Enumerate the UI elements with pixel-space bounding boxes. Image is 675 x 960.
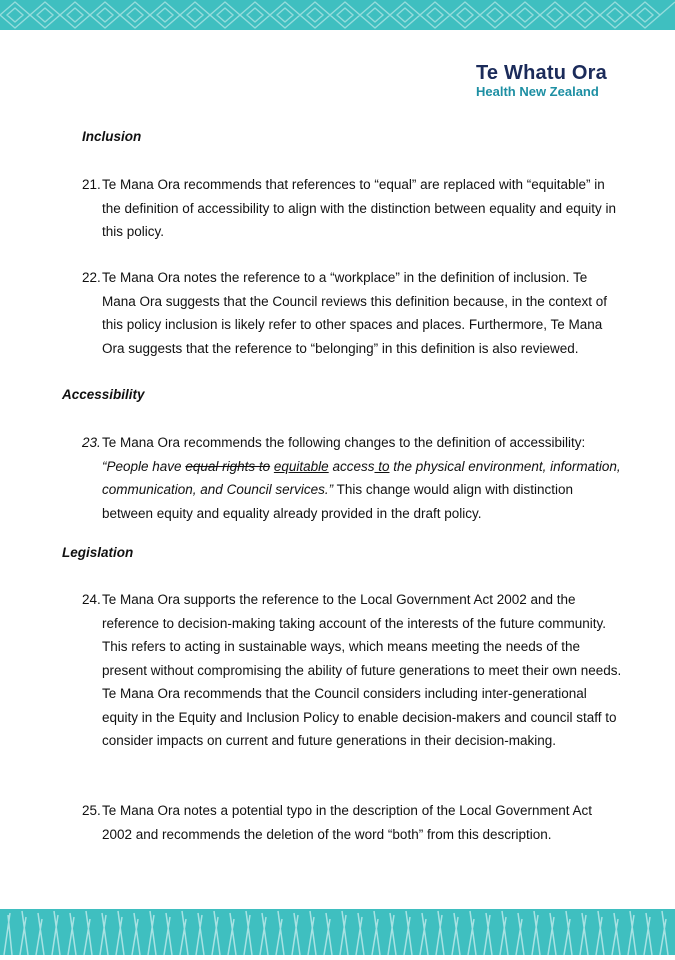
item-number: 22. [82, 270, 101, 285]
quote-text: the physical environment, information, communication, and Council services.” [102, 458, 621, 497]
quote-inserted-text: equitable [273, 458, 329, 474]
bottom-decorative-band [0, 909, 675, 955]
te-whatu-ora-logo [476, 62, 646, 99]
list-item-23 [82, 431, 622, 525]
logo-subtitle: Health New Zealand [476, 84, 599, 99]
quote-text: “People have [102, 458, 186, 474]
item-text: Te Mana Ora notes a potential typo in the description of the Local Government Act 2002 and recommends the deletion of the word “both” from this description. [102, 803, 593, 842]
quote-deleted-text: equal rights to [185, 458, 271, 474]
section-heading-legislation: Legislation [62, 545, 134, 560]
item-text [102, 431, 622, 525]
item-number: 25. [82, 803, 101, 818]
list-item-22 [82, 266, 622, 360]
list-item-21 [82, 173, 622, 244]
item-text: Te Mana Ora supports the reference to the Local Government Act 2002 and the reference to decision-making taking account of the interests of the future community. This refers to acting in sustainable ways, which means meeting the needs of the present without compromising the ability of future generations to meet their own needs. Te Mana Ora recommends that the Council considers including inter-generational equity in the Equity and Inclusion Policy to enable decision-makers and council staff to consider impacts on current and future generations in their decision-making. [102, 592, 622, 748]
logo-title: Te Whatu Ora [476, 62, 607, 84]
item-number: 21. [82, 177, 101, 192]
list-item-24 [82, 588, 622, 753]
item-text: Te Mana Ora notes the reference to a “workplace” in the definition of inclusion. Te Mana Ora suggests that the Council reviews this definition because, in the context of this policy inclusion is likely refer to other spaces and places. Furthermore, Te Mana Ora suggests that the reference to “belonging” in this definition is also reviewed. [102, 270, 608, 356]
top-decorative-band [0, 0, 675, 30]
bottom-pattern-graphic [0, 909, 675, 955]
list-item-25 [82, 799, 622, 846]
quote-inserted-text: to [374, 458, 390, 474]
item-intro: Te Mana Ora recommends the following changes to the definition of accessibility: [102, 435, 586, 450]
item-outro: This change would align with distinction between equity and equality already provided in the draft policy. [102, 482, 573, 521]
item-number: 24. [82, 592, 101, 607]
section-heading-inclusion: Inclusion [82, 129, 142, 144]
top-pattern-graphic [0, 0, 675, 30]
item-number: 23. [82, 435, 101, 450]
item-text: Te Mana Ora recommends that references to “equal” are replaced with “equitable” in the definition of accessibility to align with the distinction between equality and equity in this policy. [102, 177, 617, 239]
section-heading-accessibility: Accessibility [62, 387, 145, 402]
quote-text: access [328, 458, 375, 474]
